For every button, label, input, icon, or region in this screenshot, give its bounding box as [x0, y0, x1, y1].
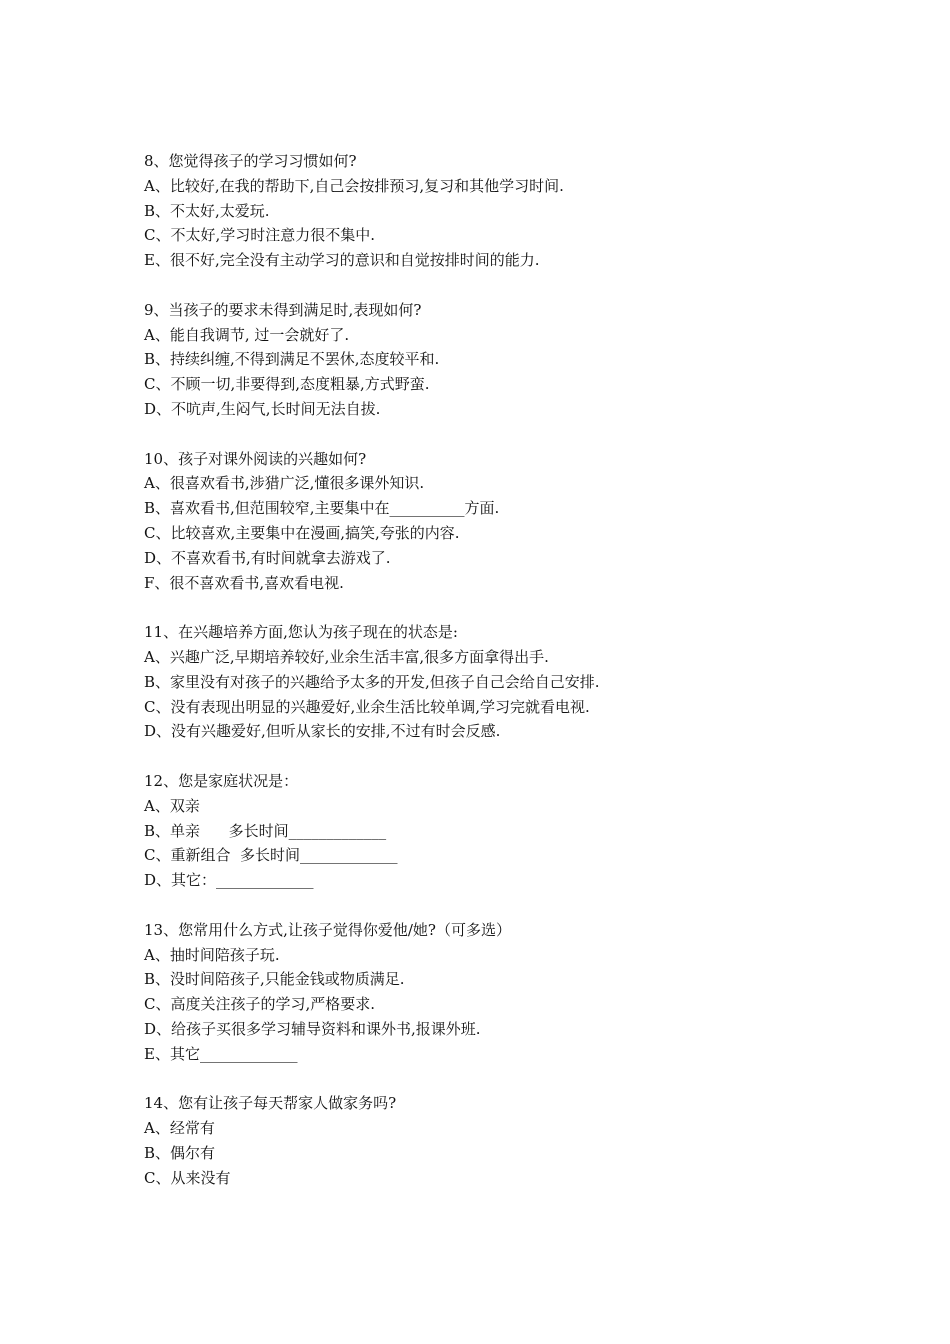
option: A、双亲 — [144, 796, 200, 815]
option: D、不喜欢看书,有时间就拿去游戏了. — [144, 548, 391, 567]
option: B、家里没有对孩子的兴趣给予太多的开发,但孩子自己会给自己安排. — [144, 672, 600, 691]
option: B、没时间陪孩子,只能金钱或物质满足. — [144, 970, 405, 989]
question-text: 12、您是家庭状况是： — [144, 771, 299, 790]
question-14 — [144, 1091, 844, 1190]
question-text: 8、您觉得孩子的学习习惯如何? — [144, 152, 357, 170]
option: B、单亲 多长时间_____________ — [144, 821, 387, 840]
question-text: 14、您有让孩子每天帮家人做家务吗? — [144, 1094, 397, 1113]
option: A、兴趣广泛,早期培养较好,业余生活丰富,很多方面拿得出手. — [144, 647, 549, 666]
question-text: 10、孩子对课外阅读的兴趣如何? — [144, 449, 367, 468]
question-9 — [144, 298, 844, 422]
option: C、从来没有 — [144, 1168, 231, 1187]
option: C、没有表现出明显的兴趣爱好,业余生活比较单调,学习完就看电视. — [144, 697, 590, 716]
option: F、很不喜欢看书,喜欢看电视. — [144, 573, 344, 592]
option: C、不太好,学习时注意力很不集中. — [144, 226, 376, 245]
option: B、喜欢看书,但范围较窄,主要集中在__________方面. — [144, 499, 500, 518]
question-11 — [144, 620, 844, 744]
option: A、能自我调节, 过一会就好了. — [144, 325, 350, 344]
question-text: 9、当孩子的要求未得到满足时,表现如何? — [144, 300, 422, 319]
option: C、重新组合 多长时间_____________ — [144, 846, 398, 865]
question-13 — [144, 918, 844, 1067]
question-text: 13、您常用什么方式,让孩子觉得你爱他/她?（可多选） — [144, 920, 511, 939]
question-8 — [144, 149, 844, 273]
question-text: 11、在兴趣培养方面,您认为孩子现在的状态是: — [144, 623, 458, 642]
questionnaire — [144, 149, 844, 1215]
option: B、持续纠缠,不得到满足不罢休,态度较平和. — [144, 350, 440, 369]
question-12 — [144, 769, 844, 893]
option: E、很不好,完全没有主动学习的意识和自觉按排时间的能力. — [144, 251, 540, 270]
option: B、不太好,太爱玩. — [144, 201, 270, 220]
option: A、很喜欢看书,涉猎广泛,懂很多课外知识. — [144, 474, 425, 493]
option: D、没有兴趣爱好,但听从家长的安排,不过有时会反感. — [144, 722, 501, 741]
option: B、偶尔有 — [144, 1143, 216, 1162]
option: C、比较喜欢,主要集中在漫画,搞笑,夸张的内容. — [144, 523, 460, 542]
option: C、高度关注孩子的学习,严格要求. — [144, 995, 376, 1014]
option: A、比较好,在我的帮助下,自己会按排预习,复习和其他学习时间. — [144, 176, 564, 195]
option: E、其它_____________ — [144, 1044, 298, 1063]
option: A、经常有 — [144, 1119, 215, 1138]
option: C、不顾一切,非要得到,态度粗暴,方式野蛮. — [144, 375, 430, 394]
option: D、其它：_____________ — [144, 871, 314, 890]
question-10 — [144, 447, 844, 596]
option: D、不吭声,生闷气,长时间无法自拔. — [144, 399, 381, 418]
option: A、抽时间陪孩子玩. — [144, 945, 280, 964]
option: D、给孩子买很多学习辅导资料和课外书,报课外班. — [144, 1019, 481, 1038]
